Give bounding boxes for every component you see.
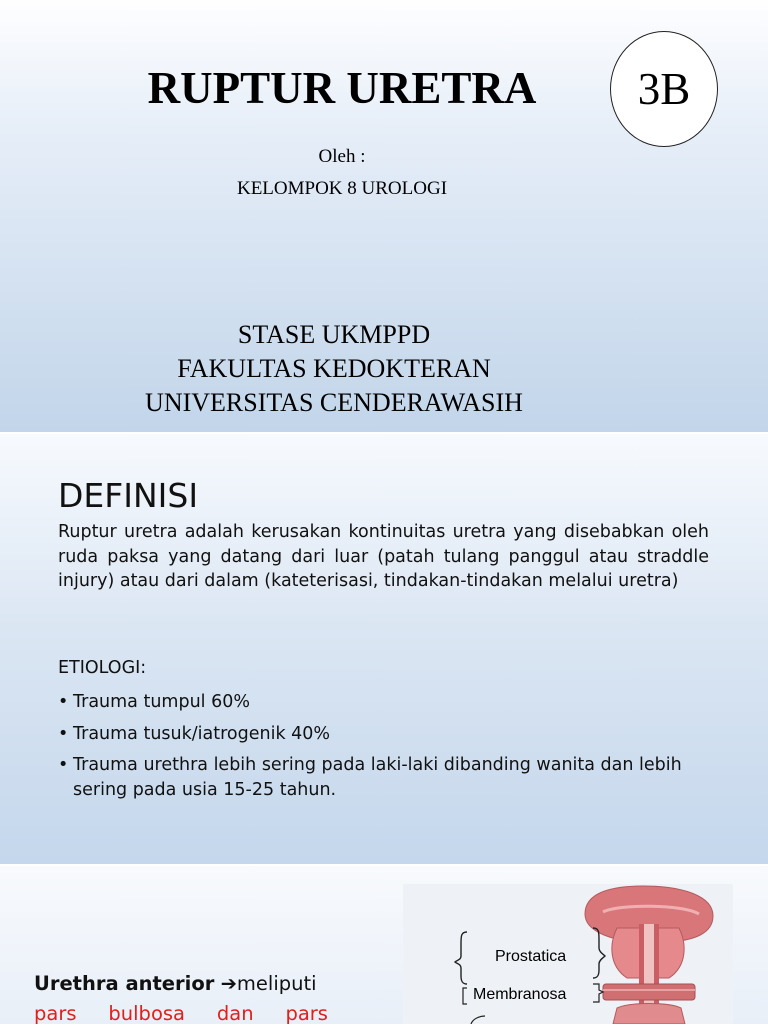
author-prefix: Oleh : (318, 146, 366, 167)
etiology-heading: ETIOLOGI: (58, 658, 147, 678)
pars-line (34, 1002, 328, 1025)
anterior-urethra-label: Urethra anterior (34, 972, 215, 995)
urethra-anatomy-figure (403, 884, 733, 1024)
institution-line: FAKULTAS KEDOKTERAN (177, 354, 491, 383)
etiology-item: • Trauma tumpul 60% (58, 690, 709, 715)
definition-text: Ruptur uretra adalah kerusakan kontinuitas uretra yang disebabkan oleh ruda paksa yang datang dari luar (patah tulang panggul atau straddle injury) atau dari dalam (kateterisasi, tindakan-tindakan melalui uretra) (58, 522, 709, 591)
pars-word: pars (34, 1002, 77, 1025)
etiology-list (58, 690, 709, 809)
institution-line: STASE UKMPPD (237, 320, 431, 349)
anterior-urethra-line (34, 972, 317, 995)
etiology-item: • Trauma urethra lebih sering pada laki-laki dibanding wanita dan lebih sering pada usia 15-25 tahun. (58, 753, 709, 802)
author-group: KELOMPOK 8 UROLOGI (236, 178, 448, 199)
title-slide (0, 0, 768, 432)
etiology-item: • Trauma tusuk/iatrogenik 40% (58, 722, 709, 747)
level-badge: 3B (610, 31, 718, 147)
institution-line: UNIVERSITAS CENDERAWASIH (145, 388, 523, 417)
label-membranosa: Membranosa (473, 986, 567, 1003)
pars-word: pars (285, 1002, 328, 1025)
anterior-urethra-rest: meliputi (236, 972, 317, 995)
arrow-icon: ➔ (220, 972, 237, 995)
urethra-illustration (403, 884, 733, 1024)
pars-word: dan (216, 1002, 254, 1025)
pars-word: bulbosa (108, 1002, 185, 1025)
definition-heading: DEFINISI (58, 476, 199, 515)
label-prostatica: Prostatica (495, 948, 567, 965)
slide-title: RUPTUR URETRA (147, 63, 537, 113)
